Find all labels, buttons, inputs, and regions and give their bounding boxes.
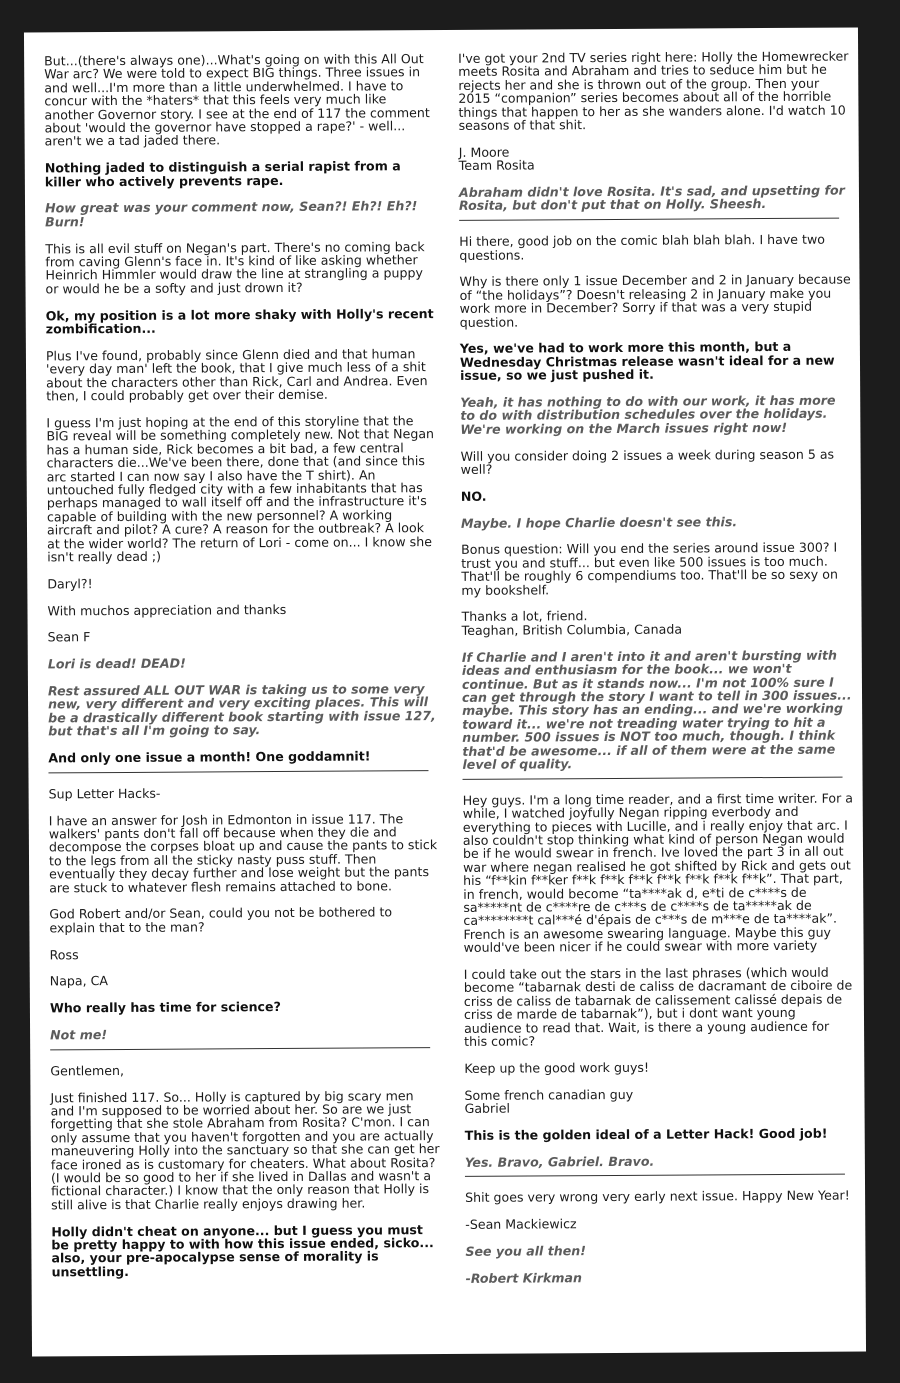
letter-paragraph: Will you consider doing 2 issues a week during season 5 as well? xyxy=(460,446,835,477)
letter-paragraph: J. Moore Team Rosita xyxy=(458,144,535,174)
section-divider xyxy=(459,218,839,221)
letter-paragraph: I could take out the stars in the last phrases (which would become “tabarnak desti de caliss de dacramant de ciboire de criss de caliss de tabarnak de calissement calissé depais de criss de marde de tabarnak”), but i dont want young audience to read that. Wait, is there a young audience for this comic? xyxy=(463,964,853,1049)
letter-paragraph: Why is there only 1 issue December and 2 in January because of “the holidays”? Doesn't releasing 2 in January make you work more in December? Sorry if that was a very stupid question. xyxy=(459,271,851,330)
section-divider xyxy=(50,1047,430,1050)
right-column xyxy=(458,50,858,1299)
letter-paragraph: Daryl?! xyxy=(47,575,93,592)
section-divider xyxy=(48,770,428,773)
reply-bold: Who really has time for science? xyxy=(49,999,281,1016)
letters-page xyxy=(24,27,866,1356)
section-divider xyxy=(465,1174,845,1177)
reply-italic: See you all then! xyxy=(465,1243,586,1259)
letter-paragraph: Some french canadian guy Gabriel xyxy=(464,1086,634,1116)
reply-italic: Not me! xyxy=(50,1027,108,1043)
letter-paragraph: I have an answer for Josh in Edmonton in issue 117. The walkers' pants don't fall off because when they die and decompose the corpses bloat up and cause the pants to stick to the legs from all the sticky nasty puss stuff. Then eventually they decay further and lose weight but the pants are stuck to whatever flesh remains attached to bone. xyxy=(48,810,438,895)
letter-paragraph: -Sean Mackiewicz xyxy=(465,1216,577,1233)
reply-italic: -Robert Kirkman xyxy=(465,1269,582,1286)
left-column xyxy=(44,52,442,1292)
letter-paragraph: Sean F xyxy=(47,629,91,645)
letter-paragraph: Keep up the good work guys! xyxy=(464,1059,650,1076)
reply-italic: Yeah, it has nothing to do with our work, it has more to do with distribution schedules over the holidays. We're working on the March issues right now! xyxy=(460,392,836,437)
reply-bold: Nothing jaded to distinguish a serial rapist from a killer who actively prevents rape. xyxy=(44,158,401,190)
reply-bold: And only one issue a month! One goddamnit! xyxy=(48,748,371,766)
reply-italic: Rest assured ALL OUT WAR is taking us to some very new, very different and very exciting places. This will be a drastically different book starting with issue 127, but that's all I'm going to say. xyxy=(47,681,436,739)
letter-paragraph: Thanks a lot, friend. Teaghan, British Columbia, Canada xyxy=(461,608,683,638)
letter-paragraph: Gentlemen, xyxy=(50,1062,125,1079)
reply-bold: NO. xyxy=(460,488,487,504)
section-divider xyxy=(463,776,843,779)
letter-paragraph: Hi there, good job on the comic blah blah blah. I have two questions. xyxy=(459,231,826,263)
letter-paragraph: Hey guys. I'm a long time reader, and a first time writer. For a while, I watched joyfully Negan ripping everbody and everything to pieces with Lucille, and i really enjoy that arc. I also couldn't stop thinking what kind of person Negan would be if he would swear in french. Ive loved the part 3 in all out war where negan realised he got shifted by Rick and gets out his “f**kin f**ker f**k f**k f**k f**k f**k f**k f**k”. That part, in french, would become “ta****ak d, e*ti de c****s de sa*****nt de c****re de c***s de c****s de ta*****ak de ca********t cal***é d'épais de c***s de m***e de ta****ak”. French is an awesome swearing language. Maybe this guy would've been nicer if he could swear with more variety xyxy=(462,790,854,956)
letter-paragraph: Napa, CA xyxy=(49,973,109,989)
letter-paragraph: I guess I'm just hoping at the end of this storyline that the BIG reveal will be something completely new. Not that Negan has a human side, Rick becomes a bit bad, a few central characters die...We've been there, done that (and since this arc started I can now say I also have the T shirt). An untouched fully fledged city with a few inhabitants that has perhaps managed to wall itself off and the infrastructure it's capable of building with the new personnel? A working aircraft and pilot? A cure? A reason for the outbreak? A look at the wider world? The return of Lori - come on... I know she isn't really dead ;) xyxy=(46,413,435,565)
letter-paragraph: This is all evil stuff on Negan's part. There's no coming back from caving Glenn's face in. It's kind of like asking whether Heinrich Himmler would draw the line at strangling a puppy or would he be a softy and just drown it? xyxy=(45,238,425,297)
letter-paragraph: Plus I've found, probably since Glenn died and that human 'every day man' left the book, that I give much less of a shit about the characters other than Rick, Carl and Andrea. Even then, I could probably get over their demise. xyxy=(45,346,428,404)
reply-bold: Ok, my position is a lot more shaky with Holly's recent zombification... xyxy=(45,305,434,337)
letter-paragraph: Bonus question: Will you end the series around issue 300? I trust you and stuff... but even like 500 issues is too much. That'll be roughly 6 compendiums too. That'll be so sexy on my bookshelf. xyxy=(461,540,838,598)
letter-paragraph: But...(there's always one)...What's going on with this All Out War arc? We were told to expect BIG things. Three issues in and well...I'm more than a little underwhelmed. I have to concur with the *haters* that this feels very much like another Governor story. I see at the end of 117 the comment about 'would the governor have stopped a rape?' - well... aren't we a tad jaded there. xyxy=(44,51,430,149)
letter-paragraph: Shit goes very wrong very early next issue. Happy New Year! xyxy=(465,1187,850,1206)
letter-paragraph: I've got your 2nd TV series right here: Holly the Homewrecker meets Rosita and Abraham and tries to seduce him but he rejects her and she is thrown out of the group. Then your 2015 “companion” series becomes about all of the horrible things that happen to her as she wanders alone. I'd watch 10 seasons of that shit. xyxy=(458,48,849,133)
reply-italic: Maybe. I hope Charlie doesn't see this. xyxy=(460,513,738,531)
letter-paragraph: Ross xyxy=(49,946,79,962)
reply-italic: Yes. Bravo, Gabriel. Bravo. xyxy=(464,1153,655,1170)
letter-paragraph: God Robert and/or Sean, could you not be bothered to explain that to the man? xyxy=(49,904,393,936)
reply-bold: This is the golden ideal of a Letter Hack! Good job! xyxy=(464,1125,828,1143)
letter-paragraph: Sup Letter Hacks- xyxy=(48,785,161,802)
letter-paragraph: Just finished 117. So... Holly is captured by big scary men and I'm supposed to be worried about her. So are we just forgetting that she stole Abraham from Rosita? C'mon. I can only assume that you haven't forgotten and you are actually maneuvering Holly into the sanctuary so that she can get her face ironed as is customary for cheaters. What about Rosita? (I would be so good to her if she lived in Dallas and wasn't a fictional character.) I know that the only reason that Holly is still alive is that Charlie really enjoys drawing her. xyxy=(50,1087,440,1213)
reply-italic: If Charlie and I aren't into it and aren't bursting with ideas and enthusiasm for the book... we won't continue. But as it stands now... I'm not 100% sure I can get through the story I want to tell in 300 issues... maybe. This story has an ending... and we're working toward it... we're not treading water trying to hit a number. 500 issues is NOT too much, though. I think that'd be awesome... if all of them were at the same level of quality. xyxy=(461,647,852,772)
reply-italic: How great was your comment now, Sean?! Eh?! Eh?! Burn! xyxy=(44,198,418,230)
reply-italic: Abraham didn't love Rosita. It's sad, and upsetting for Rosita, but don't put that on Holly. Sheesh. xyxy=(458,182,845,214)
letter-paragraph: With muchos appreciation and thanks xyxy=(47,601,287,618)
reply-italic: Lori is dead! DEAD! xyxy=(47,655,186,672)
reply-bold: Holly didn't cheat on anyone... but I guess you must be pretty happy to with how this issue ended, sicko... also, your pre-apocalypse sense of morality is unsettling. xyxy=(51,1221,434,1280)
reply-bold: Yes, we've had to work more this month, but a Wednesday Christmas release wasn't ideal for a new issue, so we just pushed it. xyxy=(459,339,835,384)
